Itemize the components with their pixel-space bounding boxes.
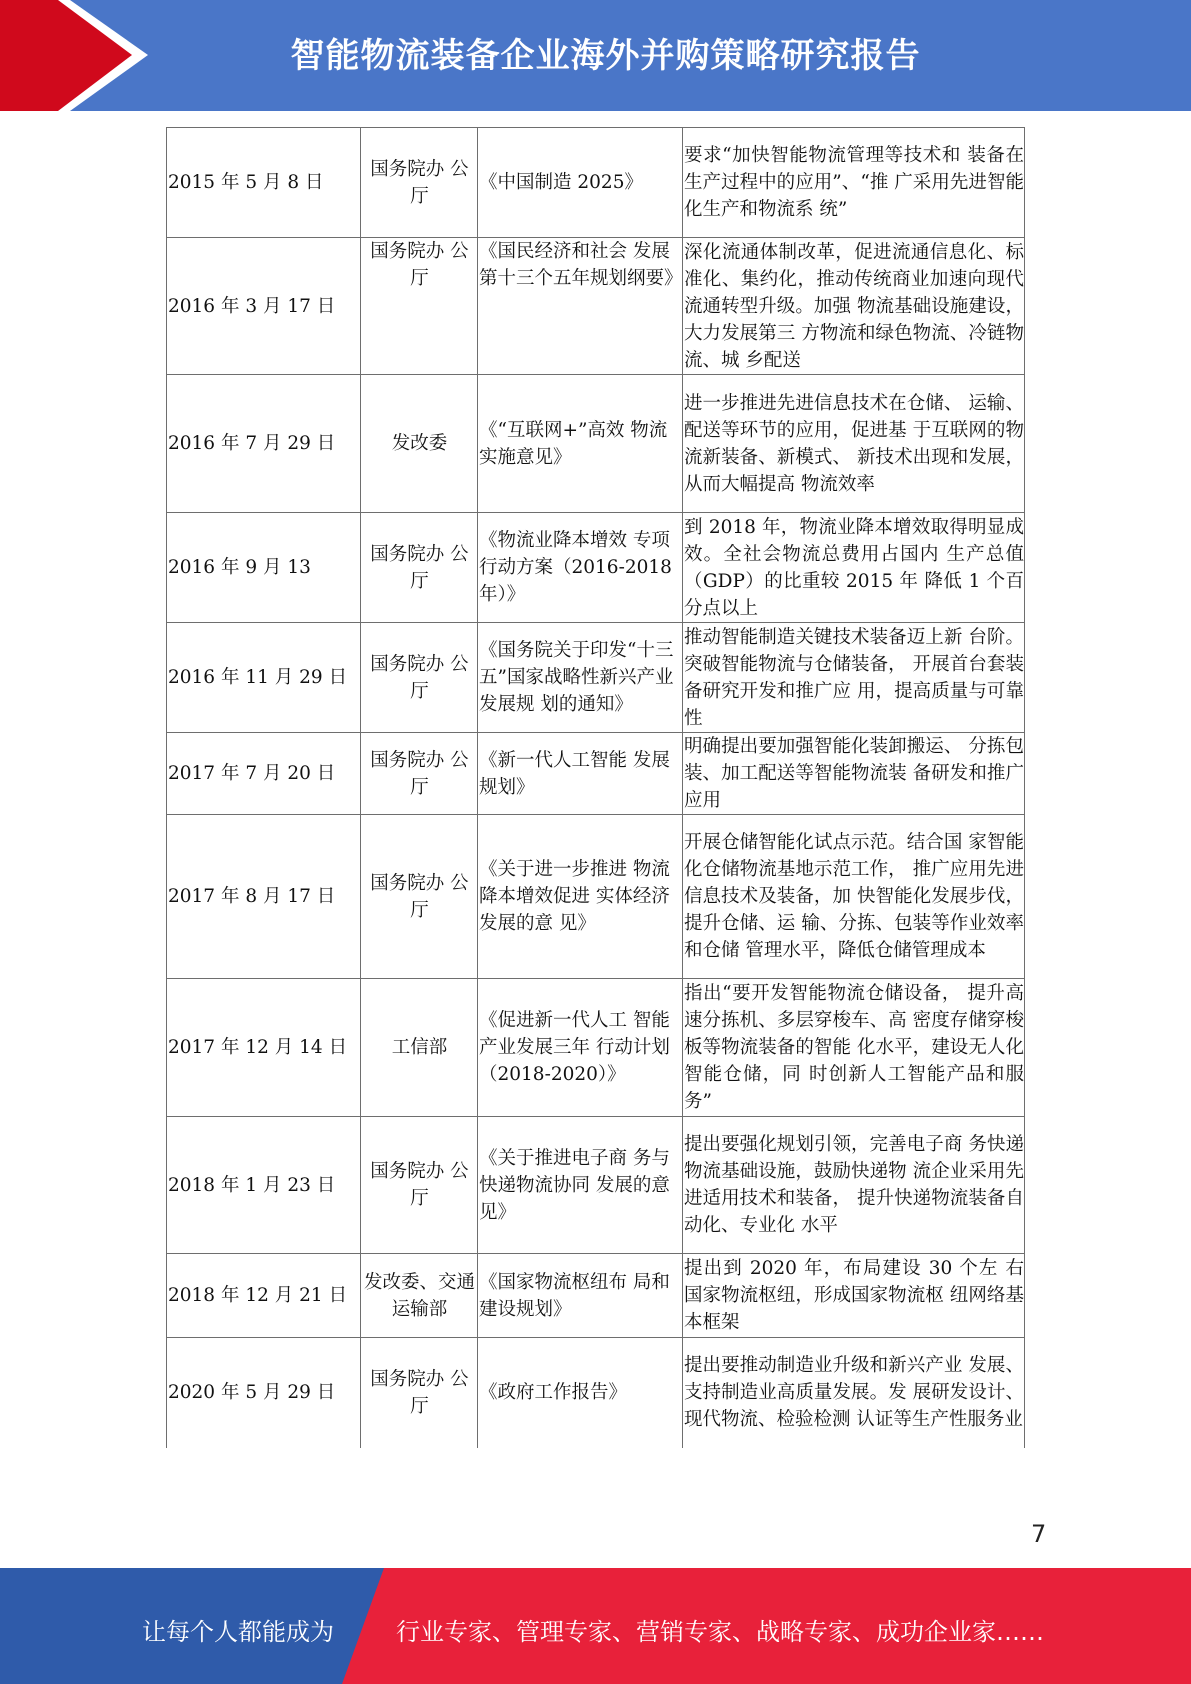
footer-slogan-left: 让每个人都能成为 <box>142 1618 334 1646</box>
footer-slogan-right: 行业专家、管理专家、营销专家、战略专家、成功企业家…… <box>396 1618 1044 1646</box>
department-cell: 国务院办 公厅 <box>361 733 478 815</box>
table-row <box>167 1117 1025 1254</box>
table-row <box>167 1338 1025 1448</box>
content-cell: 明确提出要加强智能化装卸搬运、 分拣包装、加工配送等智能物流装 备研发和推广应用 <box>683 733 1025 815</box>
document-cell: 《“互联网+”高效 物流实施意见》 <box>478 375 683 513</box>
policy-table <box>166 127 1025 1448</box>
date-cell: 2017 年 8 月 17 日 <box>167 815 361 979</box>
table-row <box>167 238 1025 375</box>
header-band <box>0 0 1191 111</box>
footer-band <box>0 1568 1191 1684</box>
document-cell: 《国家物流枢纽布 局和建设规划》 <box>478 1254 683 1338</box>
date-cell: 2017 年 7 月 20 日 <box>167 733 361 815</box>
content-cell: 提出要强化规划引领，完善电子商 务快递物流基础设施，鼓励快递物 流企业采用先进适用技术和装备， 提升快递物流装备自动化、专业化 水平 <box>683 1117 1025 1254</box>
document-cell: 《国民经济和社会 发展第十三个五年规划纲要》 <box>478 238 683 375</box>
table-row <box>167 375 1025 513</box>
department-cell: 国务院办 公厅 <box>361 513 478 623</box>
content-cell: 提出要推动制造业升级和新兴产业 发展、支持制造业高质量发展。发 展研发设计、现代物流、检验检测 认证等生产性服务业 <box>683 1338 1025 1448</box>
date-cell: 2017 年 12 月 14 日 <box>167 979 361 1117</box>
table-row <box>167 815 1025 979</box>
date-cell: 2018 年 12 月 21 日 <box>167 1254 361 1338</box>
table-row <box>167 623 1025 733</box>
date-cell: 2018 年 1 月 23 日 <box>167 1117 361 1254</box>
content-cell: 到 2018 年，物流业降本增效取得明显成效。全社会物流总费用占国内 生产总值（GDP）的比重较 2015 年 降低 1 个百分点以上 <box>683 513 1025 623</box>
department-cell: 国务院办 公厅 <box>361 815 478 979</box>
date-cell: 2020 年 5 月 29 日 <box>167 1338 361 1448</box>
date-cell: 2016 年 7 月 29 日 <box>167 375 361 513</box>
department-cell: 国务院办 公厅 <box>361 238 478 375</box>
content-cell: 要求“加快智能物流管理等技术和 装备在生产过程中的应用”、“推 广采用先进智能化生产和物流系 统” <box>683 128 1025 238</box>
content-cell: 深化流通体制改革，促进流通信息化、标准化、集约化，推动传统商业加速向现代流通转型升级。加强 物流基础设施建设，大力发展第三 方物流和绿色物流、冷链物流、城 乡配送 <box>683 238 1025 375</box>
document-cell: 《中国制造 2025》 <box>478 128 683 238</box>
table-row <box>167 979 1025 1117</box>
table-row <box>167 1254 1025 1338</box>
content-cell: 提出到 2020 年，布局建设 30 个左 右国家物流枢纽，形成国家物流枢 纽网络基本框架 <box>683 1254 1025 1338</box>
content-cell: 推动智能制造关键技术装备迈上新 台阶。突破智能物流与仓储装备， 开展首台套装备研究开发和推广应 用，提高质量与可靠性 <box>683 623 1025 733</box>
date-cell: 2016 年 3 月 17 日 <box>167 238 361 375</box>
table-row <box>167 128 1025 238</box>
document-cell: 《物流业降本增效 专项行动方案（2016-2018 年）》 <box>478 513 683 623</box>
date-cell: 2016 年 11 月 29 日 <box>167 623 361 733</box>
department-cell: 国务院办 公厅 <box>361 1338 478 1448</box>
department-cell: 国务院办 公厅 <box>361 128 478 238</box>
content-cell: 开展仓储智能化试点示范。结合国 家智能化仓储物流基地示范工作， 推广应用先进信息技术及装备，加 快智能化发展步伐，提升仓储、运 输、分拣、包装等作业效率和仓储 管理水平，降低仓储管理成本 <box>683 815 1025 979</box>
department-cell: 国务院办 公厅 <box>361 623 478 733</box>
department-cell: 发改委 <box>361 375 478 513</box>
report-title: 智能物流装备企业海外并购策略研究报告 <box>290 36 921 76</box>
department-cell: 工信部 <box>361 979 478 1117</box>
document-cell: 《促进新一代人工 智能产业发展三年 行动计划（2018-2020）》 <box>478 979 683 1117</box>
table-row <box>167 513 1025 623</box>
document-cell: 《政府工作报告》 <box>478 1338 683 1448</box>
document-cell: 《新一代人工智能 发展规划》 <box>478 733 683 815</box>
department-cell: 发改委、交通运输部 <box>361 1254 478 1338</box>
content-cell: 进一步推进先进信息技术在仓储、 运输、配送等环节的应用，促进基 于互联网的物流新装备、新模式、 新技术出现和发展，从而大幅提高 物流效率 <box>683 375 1025 513</box>
page-number: 7 <box>1031 1520 1047 1548</box>
document-cell: 《关于推进电子商 务与快递物流协同 发展的意见》 <box>478 1117 683 1254</box>
content-cell: 指出“要开发智能物流仓储设备， 提升高速分拣机、多层穿梭车、高 密度存储穿梭板等物流装备的智能 化水平，建设无人化智能仓储，同 时创新人工智能产品和服务” <box>683 979 1025 1117</box>
document-cell: 《关于进一步推进 物流降本增效促进 实体经济发展的意 见》 <box>478 815 683 979</box>
document-cell: 《国务院关于印发“十三五”国家战略性新兴产业发展规 划的通知》 <box>478 623 683 733</box>
table-row <box>167 733 1025 815</box>
date-cell: 2016 年 9 月 13 <box>167 513 361 623</box>
department-cell: 国务院办 公厅 <box>361 1117 478 1254</box>
date-cell: 2015 年 5 月 8 日 <box>167 128 361 238</box>
